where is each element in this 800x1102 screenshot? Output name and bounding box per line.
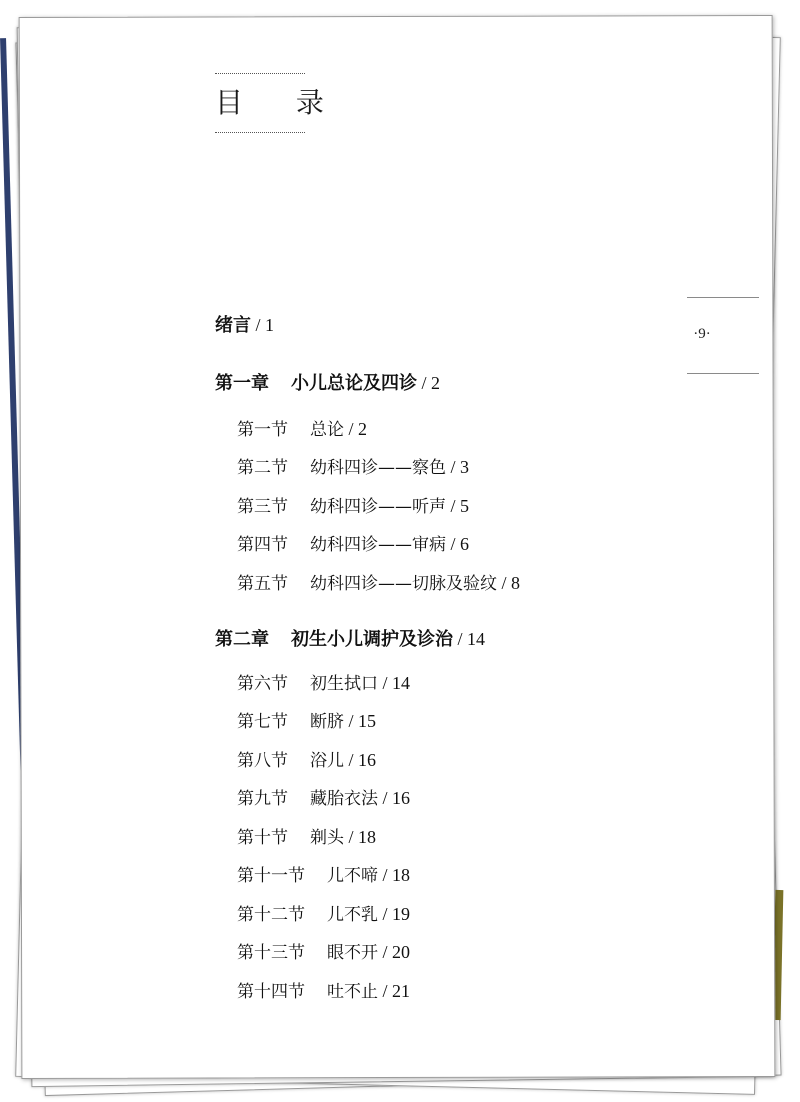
toc-section-entry[interactable] <box>237 416 367 443</box>
toc-entry-number: 第二章 <box>215 629 269 650</box>
toc-section-entry[interactable] <box>237 708 376 735</box>
toc-entry-title: 幼科四诊——审病 <box>310 535 446 555</box>
toc-entry-title: 幼科四诊——听声 <box>310 497 446 517</box>
toc-entry-page: / 2 <box>417 373 441 393</box>
toc-entry-page: / 20 <box>378 942 411 962</box>
toc-entry-page: / 3 <box>446 457 470 477</box>
toc-section-entry[interactable] <box>237 493 469 520</box>
toc-entry-number: 第九节 <box>237 789 288 809</box>
toc-entry-title: 幼科四诊——切脉及验纹 <box>310 574 497 594</box>
toc-entry-title: 总论 <box>310 420 344 440</box>
toc-entry-title: 藏胎衣法 <box>310 789 378 809</box>
toc-chapter-entry[interactable] <box>215 312 274 339</box>
toc-section-entry[interactable] <box>237 570 520 597</box>
toc-entry-page: / 14 <box>453 629 486 649</box>
title-rule-bottom <box>215 132 305 133</box>
toc-entry-page: / 15 <box>344 711 377 731</box>
toc-entry-number: 第十节 <box>237 828 288 848</box>
toc-entry-title: 初生小儿调护及诊治 <box>291 629 453 650</box>
toc-section-entry[interactable] <box>237 901 410 928</box>
toc-entry-title: 剃头 <box>310 828 344 848</box>
toc-entry-number: 第六节 <box>237 674 288 694</box>
title-block <box>215 73 346 133</box>
toc-entry-page: / 18 <box>344 827 377 847</box>
toc-section-entry[interactable] <box>237 978 410 1005</box>
toc-entry-number: 第五节 <box>237 574 288 594</box>
toc-section-entry[interactable] <box>237 824 376 851</box>
toc-entry-page: / 2 <box>344 419 368 439</box>
toc-entry-page: / 8 <box>497 573 521 593</box>
toc-entry-page: / 19 <box>378 904 411 924</box>
toc-section-entry[interactable] <box>237 785 410 812</box>
toc-entry-number: 第十四节 <box>237 982 305 1002</box>
toc-entry-title: 小儿总论及四诊 <box>291 373 417 394</box>
toc-entry-number: 第十一节 <box>237 866 305 886</box>
toc-entry-title: 吐不止 <box>327 982 378 1002</box>
toc-entry-page: / 14 <box>378 673 411 693</box>
page-number: ·9· <box>693 326 711 342</box>
toc-entry-number: 第七节 <box>237 712 288 732</box>
toc-entry-page: / 16 <box>378 788 411 808</box>
toc-entry-number: 第四节 <box>237 535 288 555</box>
toc-entry-page: / 1 <box>251 315 275 335</box>
toc-entry-title: 断脐 <box>310 712 344 732</box>
toc-entry-title: 儿不啼 <box>327 866 378 886</box>
folio-box <box>687 297 759 374</box>
toc-entry-number: 第十二节 <box>237 905 305 925</box>
toc-entry-title: 初生拭口 <box>310 674 378 694</box>
toc-entry-page: / 21 <box>378 981 411 1001</box>
toc-entry-title: 浴儿 <box>310 751 344 771</box>
toc-entry-title: 眼不开 <box>327 943 378 963</box>
toc-chapter-entry[interactable] <box>215 370 440 397</box>
toc-chapter-entry[interactable] <box>215 626 485 653</box>
toc-section-entry[interactable] <box>237 531 469 558</box>
toc-entry-title: 幼科四诊——察色 <box>310 458 446 478</box>
page-title: 目 录 <box>215 86 346 119</box>
toc-entry-page: / 6 <box>446 534 470 554</box>
toc-entry-number: 第十三节 <box>237 943 305 963</box>
toc-entry-page: / 16 <box>344 750 377 770</box>
toc-section-entry[interactable] <box>237 670 410 697</box>
toc-section-entry[interactable] <box>237 862 410 889</box>
toc-entry-number: 第二节 <box>237 458 288 478</box>
toc-entry-title: 绪言 <box>215 315 251 336</box>
toc-section-entry[interactable] <box>237 939 410 966</box>
toc-entry-page: / 5 <box>446 496 470 516</box>
toc-entry-number: 第三节 <box>237 497 288 517</box>
toc-entry-title: 儿不乳 <box>327 905 378 925</box>
toc-entry-number: 第一章 <box>215 373 269 394</box>
toc-section-entry[interactable] <box>237 454 469 481</box>
toc-entry-number: 第一节 <box>237 420 288 440</box>
toc-entry-number: 第八节 <box>237 751 288 771</box>
toc-section-entry[interactable] <box>237 747 376 774</box>
toc-entry-page: / 18 <box>378 865 411 885</box>
